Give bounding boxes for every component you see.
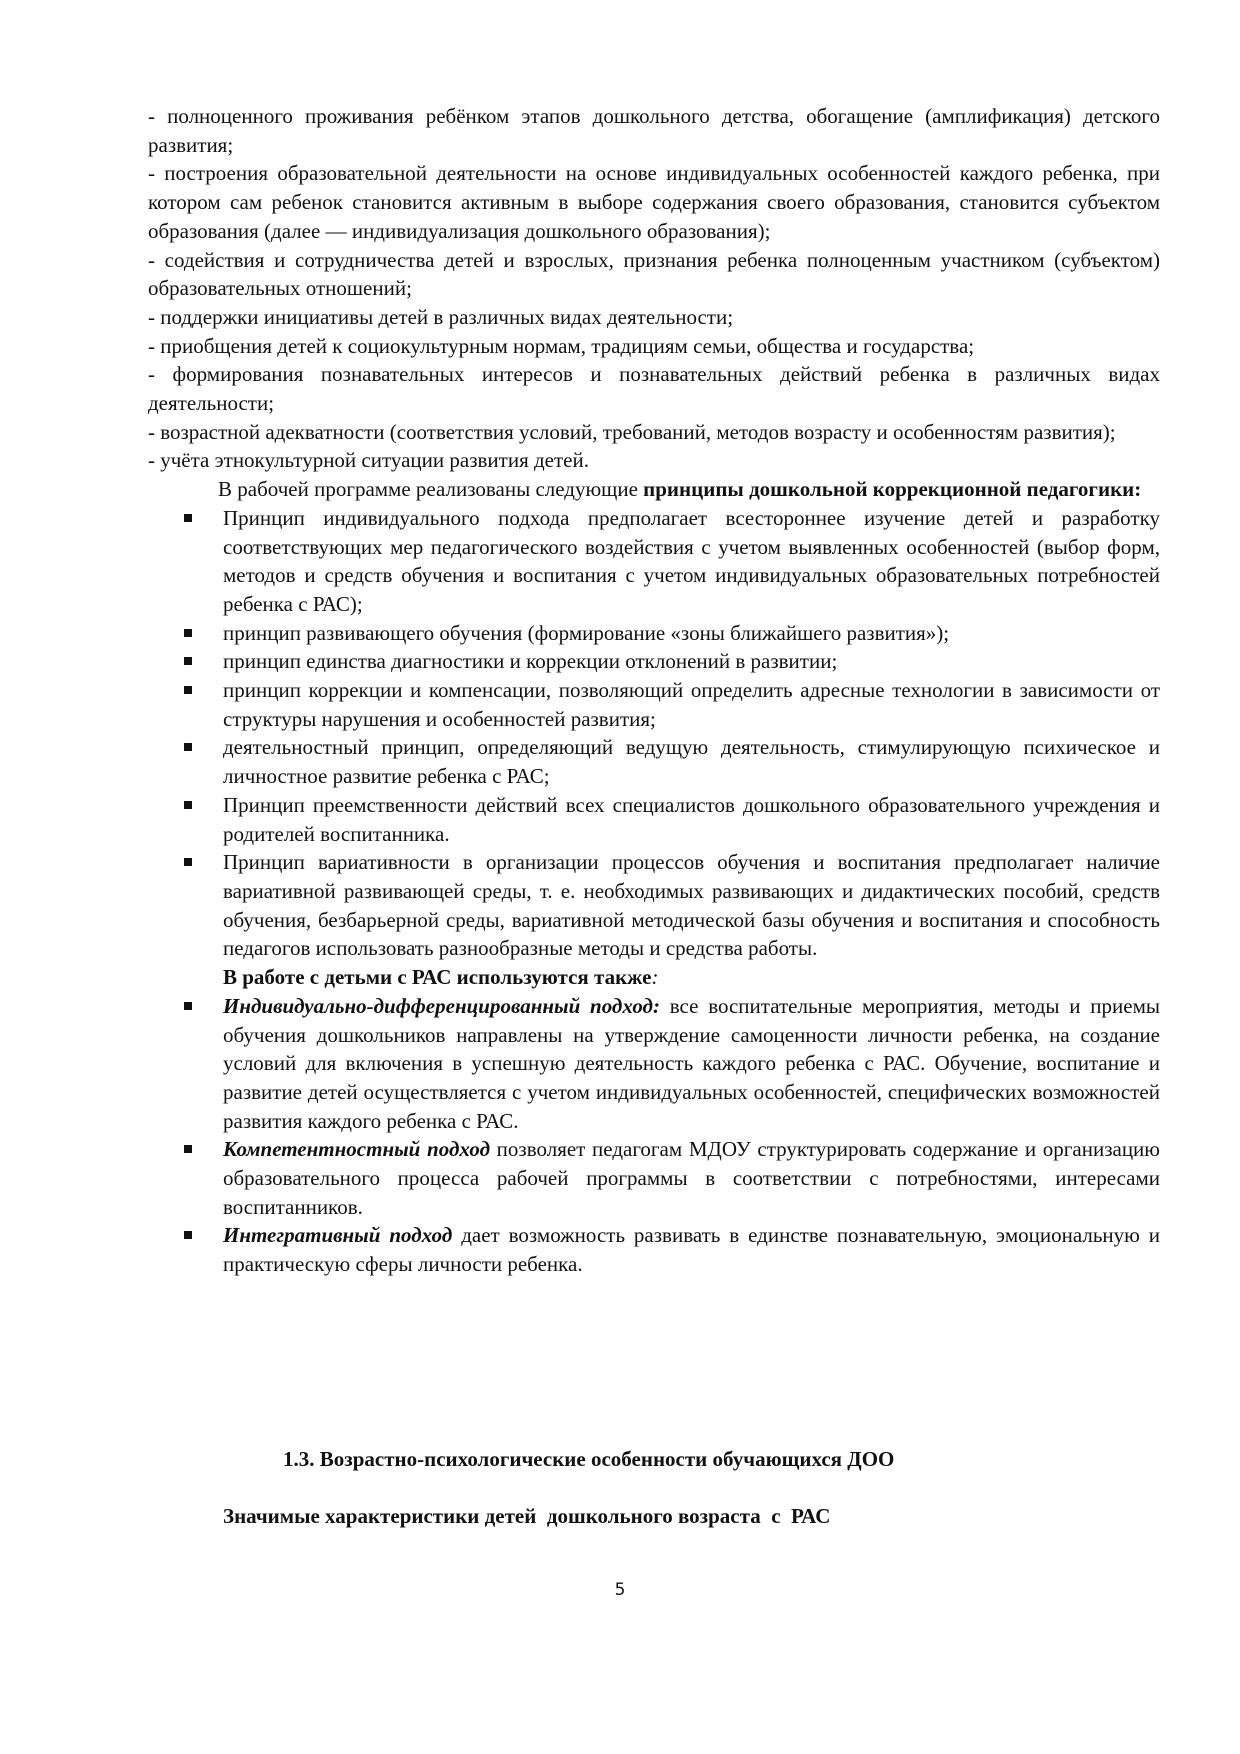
principle-text: Принцип вариативности в организации процессов обучения и воспитания предполагает наличие вариативной развивающей среды, т. е. необходимых развивающих и дидактических пособий, средств обучения, безбарьерной среды, вариативной методической базы обучения и воспитания и способность педагогов использовать разнообразные методы и средства работы.: [223, 850, 1160, 961]
approach-text: все воспитательные мероприятия, методы и приемы обучения дошкольников направлены на утверждение самоценности личности ребенка, на создание условий для включения в успешную деятельность каждого ребенка с РАС. Обучение, воспитание и развитие детей осуществляется с учетом индивидуальных особенностей, специфических возможностей развития каждого ребенка с РАС.: [223, 993, 1160, 1133]
list-item: [223, 504, 1160, 619]
dash-item: - содействия и сотрудничества детей и взрослых, признания ребенка полноценным участником (субъектом) образовательных отношений;: [148, 247, 1160, 301]
section-heading: 1.3. Возрастно-психологические особенности обучающихся ДОО: [283, 1447, 895, 1471]
approach-term: Компетентностный подход: [223, 1137, 490, 1162]
square-bullet-icon: [184, 1145, 192, 1153]
approach-text: дает возможность развивать в единстве познавательную, эмоциональную и практическую сферы личности ребенка.: [223, 1223, 1161, 1277]
principles-list: [148, 504, 1160, 963]
list-item: [223, 848, 1160, 963]
square-bullet-icon: [184, 629, 192, 637]
principles-intro: [148, 475, 1160, 504]
list-item: [223, 619, 1160, 648]
also-used-heading-colon: :: [651, 965, 659, 990]
list-item: [223, 992, 1160, 1136]
list-item: [223, 1135, 1160, 1221]
principles-intro-lead: В рабочей программе реализованы следующие: [218, 477, 644, 502]
principle-text: Принцип индивидуального подхода предполагает всестороннее изучение детей и разработку соответствующих мер педагогического воздействия с учетом выявленных особенностей (выбор форм, методов и средств обучения и воспитания с учетом индивидуальных образовательных потребностей ребенка с РАС);: [223, 505, 1160, 616]
document-body: [148, 102, 1160, 1279]
approach-text: позволяет педагогам МДОУ структурировать содержание и организацию образовательного процесса рабочей программы в соответствии с потребностями, интересами воспитанников.: [223, 1137, 1160, 1219]
approach-term: Интегративный подход: [223, 1223, 453, 1248]
list-item: [223, 791, 1160, 848]
principle-text: деятельностный принцип, определяющий ведущую деятельность, стимулирующую психическое и личностное развитие ребенка с РАС;: [223, 735, 1160, 789]
square-bullet-icon: [184, 1002, 192, 1010]
dash-item: - формирования познавательных интересов и познавательных действий ребенка в различных видах деятельности;: [148, 362, 1160, 416]
square-bullet-icon: [184, 657, 192, 665]
principle-text: принцип коррекции и компенсации, позволяющий определить адресные технологии в зависимости от структуры нарушения и особенностей развития;: [223, 678, 1160, 731]
list-item: [223, 676, 1160, 733]
dash-item: - приобщения детей к социокультурным нормам, традициям семьи, общества и государства;: [148, 333, 975, 358]
subsection-heading: Значимые характеристики детей дошкольного возраста с РАС: [223, 1504, 831, 1528]
also-used-heading: [148, 963, 1160, 992]
dash-item: - возрастной адекватности (соответствия условий, требований, методов возрасту и особенностям развития);: [148, 419, 1116, 444]
square-bullet-icon: [184, 1231, 192, 1239]
principles-intro-bold: принципы дошкольной коррекционной педагогики:: [643, 477, 1142, 502]
square-bullet-icon: [184, 686, 192, 694]
principle-text: принцип единства диагностики и коррекции отклонений в развитии;: [223, 649, 838, 674]
dash-item: - построения образовательной деятельности на основе индивидуальных особенностей каждого ребенка, при котором сам ребенок становится активным в выборе содержания своего образования, становится субъектом образования (далее — индивидуализация дошкольного образования);: [148, 161, 1160, 243]
dash-item: - поддержки инициативы детей в различных видах деятельности;: [148, 304, 734, 329]
dash-item: - полноценного проживания ребёнком этапов дошкольного детства, обогащение (амплификация) детского развития;: [148, 104, 1160, 157]
dash-item: - учёта этнокультурной ситуации развития детей.: [148, 448, 589, 473]
principle-text: принцип развивающего обучения (формирование «зоны ближайшего развития»);: [223, 620, 950, 645]
square-bullet-icon: [184, 743, 192, 751]
square-bullet-icon: [184, 801, 192, 809]
approaches-list: [148, 992, 1160, 1279]
list-item: [223, 733, 1160, 790]
list-item: [223, 647, 1160, 676]
square-bullet-icon: [184, 514, 192, 522]
also-used-heading-text: В работе с детьми с РАС используются также: [223, 965, 652, 990]
list-item: [223, 1221, 1160, 1278]
principle-text: Принцип преемственности действий всех специалистов дошкольного образовательного учреждения и родителей воспитанника.: [223, 792, 1160, 846]
square-bullet-icon: [184, 858, 192, 866]
approach-term: Индивидуально-дифференцированный подход:: [223, 993, 660, 1018]
page-number: 5: [614, 1580, 626, 1600]
